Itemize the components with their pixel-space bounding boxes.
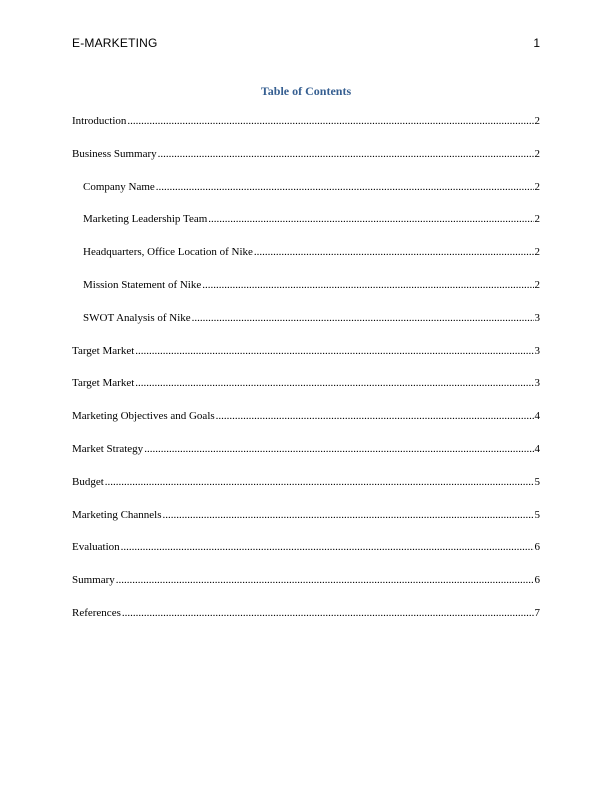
toc-entry-page: 6 [534, 574, 540, 587]
toc-dot-leader [135, 345, 533, 357]
toc-entry-label: Business Summary [72, 147, 157, 160]
toc-entry-page: 7 [534, 606, 540, 619]
toc-entry-label: Target Market [72, 344, 135, 357]
toc-entry-page: 2 [534, 246, 540, 259]
toc-dot-leader [158, 148, 534, 160]
toc-dot-leader [116, 574, 534, 586]
toc-entry-marketing-objectives[interactable] [72, 410, 540, 443]
toc-entry-label: Introduction [72, 115, 127, 127]
toc-dot-leader [192, 312, 534, 324]
toc-entry-page: 5 [534, 508, 540, 521]
toc-entry-label: Summary [72, 574, 115, 587]
toc-dot-leader [135, 377, 533, 389]
toc-heading: Table of Contents [260, 84, 352, 98]
toc-entry-label: Headquarters, Office Location of Nike [83, 246, 253, 259]
toc-entry-label: Company Name [83, 180, 155, 193]
toc-entry-page: 4 [534, 442, 540, 455]
toc-entry-page: 2 [534, 180, 540, 193]
toc-dot-leader [122, 607, 534, 619]
toc-entry-label: Target Market [72, 377, 135, 390]
toc-entry-page: 5 [534, 475, 540, 488]
toc-dot-leader [163, 509, 534, 521]
toc-entry-market-strategy[interactable] [72, 443, 540, 476]
toc-entry-page: 2 [534, 115, 540, 127]
page-number: 1 [533, 36, 540, 50]
toc-entry-page: 2 [534, 213, 540, 226]
toc-entry-mission-statement[interactable] [72, 279, 540, 312]
toc-entry-business-summary[interactable] [72, 148, 540, 181]
toc-entry-target-market-2[interactable] [72, 377, 540, 410]
toc-entry-introduction[interactable] [72, 115, 540, 148]
toc-entry-page: 2 [534, 278, 540, 291]
toc-entry-label: Evaluation [72, 541, 120, 554]
toc-dot-leader [216, 410, 534, 422]
toc-dot-leader [121, 541, 534, 553]
toc-entry-label: Market Strategy [72, 442, 144, 455]
running-header-title: E-MARKETING [72, 36, 158, 50]
toc-dot-leader [156, 181, 534, 193]
toc-entry-swot-analysis[interactable] [72, 312, 540, 345]
toc-entry-page: 3 [534, 377, 540, 390]
toc-entry-page: 6 [534, 541, 540, 554]
toc-entry-page: 3 [534, 311, 540, 324]
toc-entry-summary[interactable] [72, 574, 540, 607]
toc-entry-label: Mission Statement of Nike [83, 278, 202, 291]
toc-entry-label: Marketing Objectives and Goals [72, 410, 215, 423]
toc-entry-target-market[interactable] [72, 345, 540, 378]
toc-entry-references[interactable] [72, 607, 540, 640]
toc-entry-headquarters[interactable] [72, 246, 540, 279]
toc-entry-label: Budget [72, 475, 104, 488]
toc-entry-label: Marketing Channels [72, 508, 162, 521]
running-header [72, 36, 540, 50]
toc-entry-company-name[interactable] [72, 181, 540, 214]
toc-entry-page: 2 [534, 147, 540, 160]
toc-entry-label: SWOT Analysis of Nike [83, 311, 191, 324]
toc-entry-budget[interactable] [72, 476, 540, 509]
toc-entry-page: 3 [534, 344, 540, 357]
toc-dot-leader [127, 115, 533, 127]
toc-dot-leader [105, 476, 534, 488]
toc-dot-leader [144, 443, 533, 455]
toc-dot-leader [208, 213, 533, 225]
toc-dot-leader [254, 246, 534, 258]
toc-entry-page: 4 [534, 410, 540, 423]
toc-entry-label: Marketing Leadership Team [83, 213, 208, 226]
toc-entry-marketing-channels[interactable] [72, 509, 540, 542]
table-of-contents [72, 115, 540, 640]
toc-entry-evaluation[interactable] [72, 541, 540, 574]
toc-dot-leader [202, 279, 533, 291]
toc-entry-label: References [72, 606, 121, 619]
toc-entry-marketing-leadership-team[interactable] [72, 213, 540, 246]
